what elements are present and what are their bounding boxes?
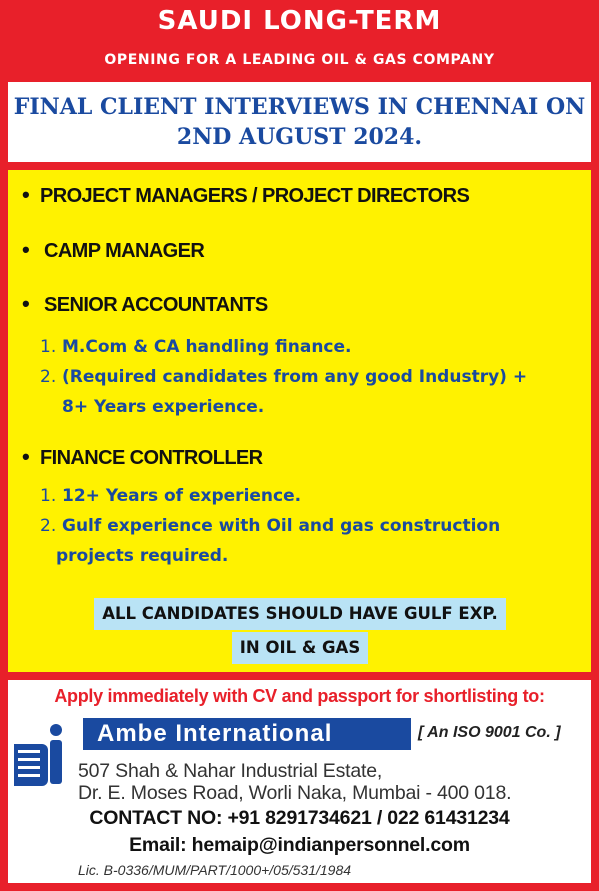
bullet-icon: • (22, 237, 30, 262)
list-item: 2. Gulf experience with Oil and gas construction (40, 516, 501, 536)
role-label: PROJECT MANAGERS / PROJECT DIRECTORS (40, 185, 470, 207)
role-camp-manager (22, 237, 204, 263)
poster-subtitle: OPENING FOR A LEADING OIL & GAS COMPANY (104, 52, 495, 68)
notice-line-1: ALL CANDIDATES SHOULD HAVE GULF EXP. (94, 598, 506, 630)
role-finance-controller (22, 444, 263, 470)
roles-panel (8, 170, 591, 672)
interview-line-1: FINAL CLIENT INTERVIEWS IN CHENNAI ON (13, 94, 586, 120)
company-name: Ambe International (83, 718, 411, 750)
poster-title: SAUDI LONG-TERM (157, 6, 442, 36)
contact-email: Email: hemaip@indianpersonnel.com (129, 834, 470, 856)
role-label: FINANCE CONTROLLER (40, 447, 263, 469)
license-number: Lic. B-0336/MUM/PART/1000+/05/531/1984 (78, 862, 352, 878)
list-item: 2. (Required candidates from any good Industry) + (40, 367, 528, 387)
contact-numbers: CONTACT NO: +91 8291734621 / 022 61431234 (89, 807, 510, 829)
apply-instruction: Apply immediately with CV and passport for shortlisting to: (54, 686, 545, 706)
address-line-2: Dr. E. Moses Road, Worli Naka, Mumbai - 400 018. (78, 782, 512, 804)
list-item-continuation: 8+ Years experience. (62, 397, 265, 417)
interview-line-2: 2ND AUGUST 2024. (176, 124, 423, 150)
iso-badge: [ An ISO 9001 Co. ] (418, 724, 561, 741)
list-item-continuation: projects required. (56, 546, 229, 566)
bullet-icon: • (22, 291, 30, 316)
role-senior-accountants (22, 291, 268, 317)
role-label: CAMP MANAGER (44, 240, 205, 262)
bullet-icon: • (22, 444, 30, 469)
role-project-managers (22, 182, 469, 208)
list-item: 1. 12+ Years of experience. (40, 486, 302, 506)
ambe-logo-icon (10, 722, 68, 790)
list-item: 1. M.Com & CA handling finance. (40, 337, 352, 357)
address-line-1: 507 Shah & Nahar Industrial Estate, (78, 760, 383, 782)
role-label: SENIOR ACCOUNTANTS (44, 294, 268, 316)
notice-line-2: IN OIL & GAS (232, 632, 368, 664)
bullet-icon: • (22, 182, 30, 207)
interview-notice (8, 82, 591, 162)
contact-panel (8, 680, 591, 883)
header-banner (0, 0, 599, 82)
gulf-experience-notice (64, 598, 536, 664)
